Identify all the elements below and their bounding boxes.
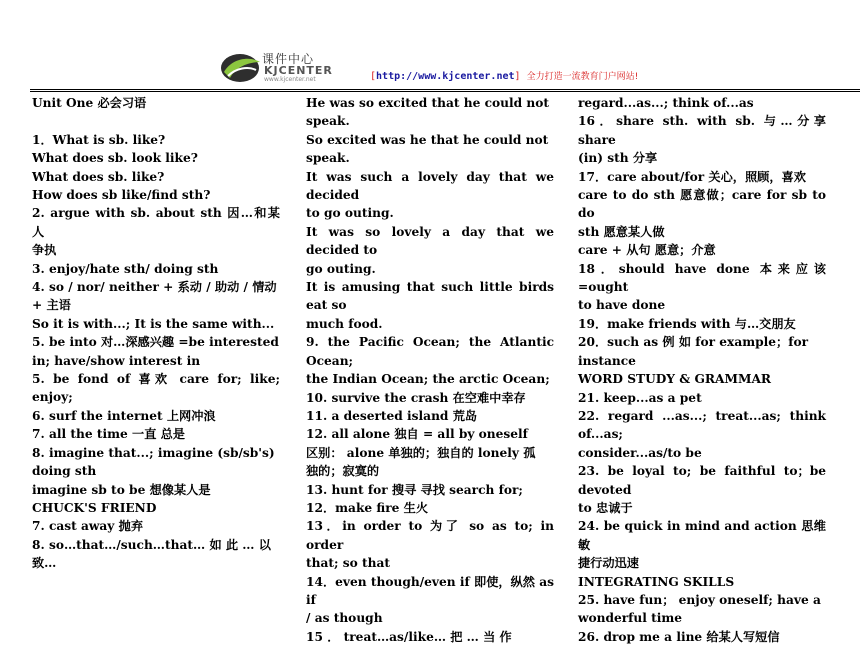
section-heading-chucks-friend: CHUCK'S FRIEND [32, 500, 157, 515]
phrase-line: care + 从句 愿意；介意 [578, 243, 716, 258]
phrase-line: 22. regard ...as...; treat...as; think of...as; [578, 408, 826, 442]
phrase-line: 24. be quick in mind and action 思维敏 [578, 519, 826, 552]
header-divider-bottom [30, 91, 860, 92]
logo-url: www.kjcenter.net [264, 76, 316, 83]
phrase-line: 5. be fond of 喜欢 care for; like; enjoy; [32, 372, 280, 405]
phrase-line: care to do sth 愿意做；care for sb to do [578, 188, 826, 221]
section-heading-integrating-skills: INTEGRATING SKILLS [578, 574, 735, 589]
phrase-line: So it is with...; It is the same with... [32, 316, 275, 331]
phrase-line: 12．make fire 生火 [306, 500, 429, 515]
phrase-line: / as though [306, 611, 383, 626]
phrase-line: speak. [306, 114, 350, 129]
phrase-line: 区别： alone 单独的；独自的 lonely 孤 [306, 445, 536, 460]
column-left [32, 94, 280, 573]
phrase-line: 11. a deserted island 荒岛 [306, 408, 478, 423]
phrase-line: (in) sth 分享 [578, 151, 658, 166]
phrase-line: regard...as...; think of...as [578, 96, 754, 110]
phrase-line: It was such a lovely day that we decided [306, 169, 554, 203]
phrase-line: 13. hunt for 搜寻 寻找 search for; [306, 482, 523, 497]
phrase-line: imagine sb to be 想像某人是 [32, 482, 211, 497]
phrase-line: to go outing. [306, 206, 394, 221]
blank-line [32, 112, 280, 130]
site-url-link[interactable]: http://www.kjcenter.net [376, 71, 515, 82]
phrase-line: 4. so / nor/ neither + 系动 / 助动 / 情动 [32, 280, 277, 295]
phrase-line: 26. drop me a line 给某人写短信 [578, 629, 780, 644]
phrase-line: 16．share sth. with sb. 与…分享 share [578, 114, 826, 147]
phrase-line: 1．What is sb. like? [32, 132, 166, 147]
site-logo[interactable] [218, 50, 358, 84]
phrase-line: 25. have fun； enjoy oneself; have a [578, 592, 821, 607]
phrase-line: How does sb like/find sth? [32, 188, 211, 203]
column-middle [306, 94, 554, 646]
phrase-line: 独的；寂寞的 [306, 464, 380, 479]
phrase-line: wonderful time [578, 611, 683, 626]
phrase-line: 10. survive the crash 在空难中幸存 [306, 390, 526, 405]
phrase-line: What does sb. look like? [32, 151, 198, 166]
phrase-line: + 主语 [32, 298, 71, 313]
phrase-line: 21. keep...as a pet [578, 390, 702, 405]
phrase-line: It was so lovely a day that we decided to [306, 224, 554, 258]
phrase-line: consider...as/to be [578, 445, 702, 460]
phrase-line: 23. be loyal to; be faithful to；be devoted [578, 464, 826, 497]
site-slogan: 全力打造一流教育门户网站! [526, 72, 639, 82]
logo-swirl-icon [220, 50, 264, 84]
phrase-line: He was so excited that he could not [306, 96, 550, 110]
phrase-line: 9. the Pacific Ocean; the Atlantic Ocean; [306, 335, 554, 368]
link-close-bracket: ] [514, 71, 521, 82]
phrase-line: instance [578, 353, 636, 368]
phrase-line: doing sth [32, 464, 97, 479]
phrase-line: 7. cast away 抛弃 [32, 519, 144, 534]
header-divider-top [30, 89, 860, 90]
logo-title: 课件中心 [262, 52, 315, 66]
phrase-line: 14．even though/even if 即使，纵然 as if [306, 574, 554, 607]
phrase-line: that; so that [306, 556, 391, 571]
phrase-line: 捷行动迅速 [578, 556, 639, 571]
phrase-line: 6. surf the internet 上网冲浪 [32, 408, 216, 423]
phrase-line: to have done [578, 298, 666, 313]
link-open-bracket: [ [370, 71, 377, 82]
phrase-line: 争执 [32, 243, 57, 258]
phrase-line: 7. all the time 一直 总是 [32, 427, 185, 442]
phrase-line: 19．make friends with 与…交朋友 [578, 316, 796, 331]
phrase-line: What does sb. like? [32, 169, 165, 184]
phrase-line: 8. so…that…/such…that… 如 此 … 以 [32, 537, 271, 552]
section-heading-word-study: WORD STUDY & GRAMMAR [578, 372, 772, 387]
phrase-line: 12. all alone 独自 = all by oneself [306, 427, 528, 442]
phrase-line: go outing. [306, 261, 376, 276]
phrase-line: to 忠诚于 [578, 500, 633, 515]
logo-subtitle: KJCENTER [264, 64, 333, 77]
phrase-line: in; have/show interest in [32, 353, 201, 368]
phrase-line: 13．in order to 为了 so as to; in order [306, 519, 554, 552]
phrase-line: 15 ． treat…as/like… 把 … 当 作 [306, 629, 512, 644]
phrase-line: 5. be into 对…深感兴趣 =be interested [32, 335, 279, 350]
phrase-line: It is amusing that such little birds eat so [306, 280, 554, 313]
phrase-line: 18．should have done 本来应该 =ought [578, 261, 826, 295]
phrase-line: 8. imagine that...; imagine (sb/sb's) [32, 445, 275, 460]
heading-unit-one: Unit One 必会习语 [32, 96, 147, 110]
phrase-line: 2. argue with sb. about sth 因…和某人 [32, 206, 280, 239]
column-right [578, 94, 826, 646]
phrase-line: 3. enjoy/hate sth/ doing sth [32, 261, 219, 276]
phrase-line: So excited was he that he could not [306, 132, 549, 147]
phrase-line: 17．care about/for 关心，照顾，喜欢 [578, 169, 806, 184]
phrase-line: much food. [306, 316, 383, 331]
phrase-line: 20．such as 例 如 for example；for [578, 335, 808, 350]
header-link[interactable] [370, 69, 638, 82]
phrase-line: 致… [32, 556, 57, 571]
phrase-line: speak. [306, 151, 350, 166]
phrase-line: the Indian Ocean; the arctic Ocean; [306, 372, 550, 387]
phrase-line: sth 愿意某人做 [578, 224, 665, 239]
